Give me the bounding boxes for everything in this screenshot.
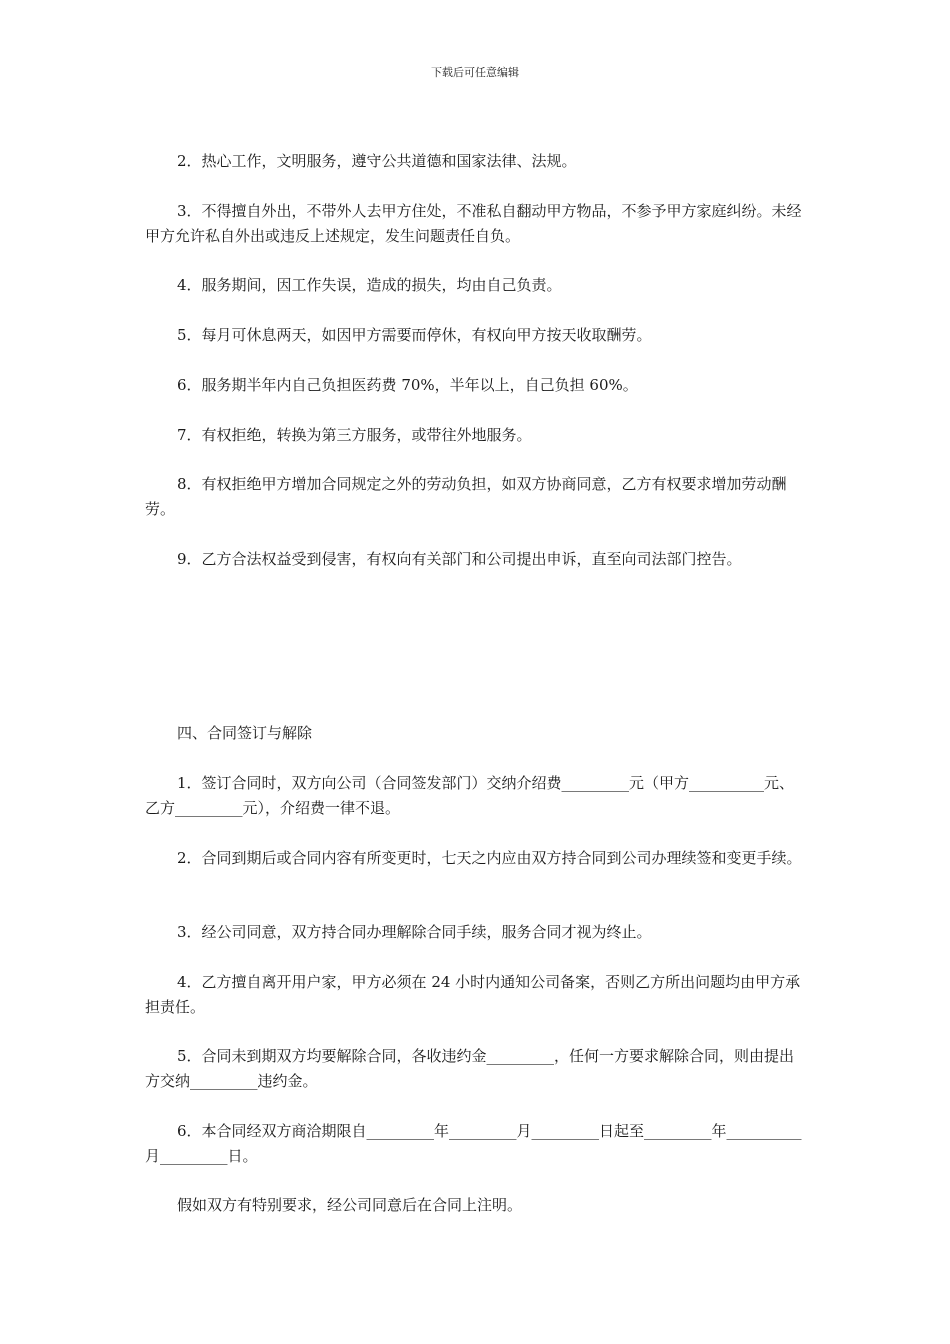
clause-5: 5．每月可休息两天，如因甲方需要而停休，有权向甲方按天收取酬劳。 [177, 326, 652, 344]
clause-7: 7．有权拒绝，转换为第三方服务，或带往外地服务。 [177, 426, 532, 444]
clause-6: 6．服务期半年内自己负担医药费 70%，半年以上，自己负担 60%。 [177, 376, 638, 394]
clause-4: 4．服务期间，因工作失误，造成的损失，均由自己负责。 [177, 276, 562, 294]
contract-clause-3: 3．经公司同意，双方持合同办理解除合同手续，服务合同才视为终止。 [177, 923, 652, 941]
contract-clause-1: 1．签订合同时，双方向公司（合同签发部门）交纳介绍费_________元（甲方__________元、乙方_________元），介绍费一律不退。 [145, 774, 795, 817]
clause-3: 3．不得擅自外出，不带外人去甲方住处，不准私自翻动甲方物品，不参予甲方家庭纠纷。未经甲方允许私自外出或违反上述规定，发生问题责任自负。 [145, 202, 802, 245]
clause-2: 2．热心工作，文明服务，遵守公共道德和国家法律、法规。 [177, 152, 577, 170]
contract-clause-5: 5．合同未到期双方均要解除合同，各收违约金_________，任何一方要求解除合同，则由提出方交纳_________违约金。 [145, 1047, 795, 1090]
clause-9: 9．乙方合法权益受到侵害，有权向有关部门和公司提出申诉，直至向司法部门控告。 [177, 550, 742, 568]
contract-clause-2: 2．合同到期后或合同内容有所变更时，七天之内应由双方持合同到公司办理续签和变更手续。 [177, 849, 802, 867]
section-heading: 四、合同签订与解除 [177, 724, 313, 742]
clause-8: 8．有权拒绝甲方增加合同规定之外的劳动负担，如双方协商同意，乙方有权要求增加劳动酬劳。 [145, 475, 787, 518]
closing-note: 假如双方有特别要求，经公司同意后在合同上注明。 [177, 1196, 523, 1214]
page-header: 下载后可任意编辑 [431, 66, 519, 79]
contract-clause-6: 6．本合同经双方商洽期限自_________年_________月_________日起至_________年__________月_________日。 [145, 1122, 802, 1165]
contract-clause-4: 4．乙方擅自离开用户家，甲方必须在 24 小时内通知公司备案，否则乙方所出问题均由甲方承担责任。 [145, 973, 801, 1016]
